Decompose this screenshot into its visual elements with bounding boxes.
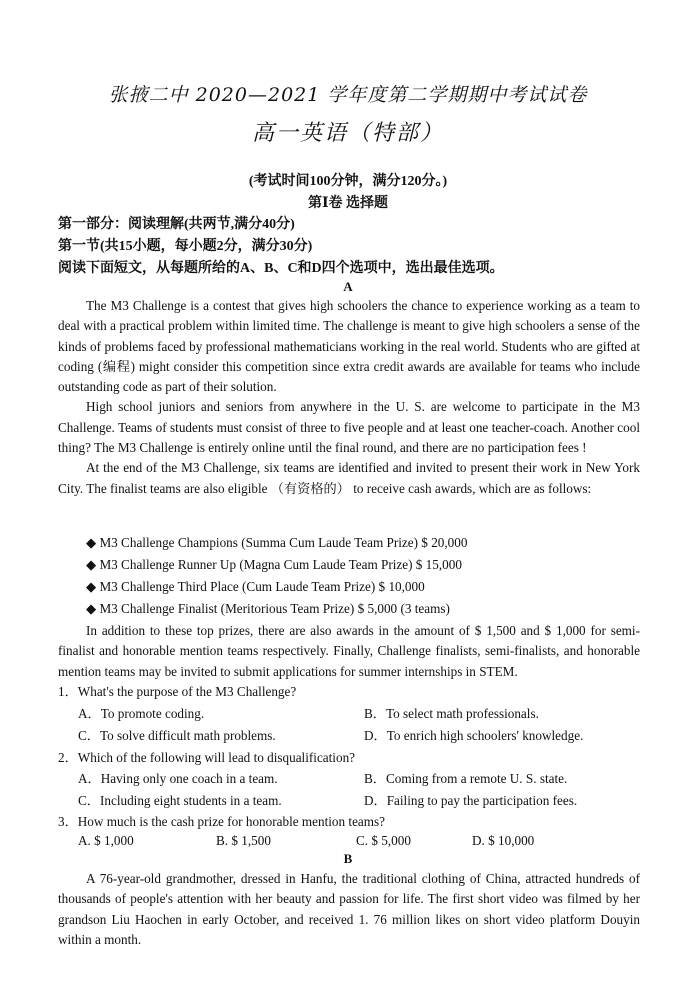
question-1-option-c: C．To solve difficult math problems.: [78, 728, 276, 743]
passage-b-paragraph-1: A 76-year-old grandmother, dressed in Hanfu, the traditional clothing of China, attracted hundreds of thousands of people's attention with her beauty and passion for life. The first short video was filmed by her grandson Liu Haochen in early October, and received 1. 76 million likes on short video platform Douyin within a month.: [58, 871, 640, 947]
passage-a-paragraph-1: The M3 Challenge is a contest that gives high schoolers the chance to experience working as a team to deal with a practical problem within limited time. The challenge is meant to give high schoolers a sense of the kinds of problems faced by professional mathematicians working in the real world. Students who are gifted at coding (编程) might consider this competition since extra credit awards are available for teams who include outstanding code as part of their solution.: [58, 298, 640, 395]
passage-b-label: B: [343, 851, 353, 866]
question-2-option-b: B．Coming from a remote U. S. state.: [364, 771, 568, 786]
question-2-stem: 2．Which of the following will lead to disqualification?: [58, 750, 356, 765]
passage-a-paragraph-2: High school juniors and seniors from anywhere in the U. S. are welcome to participate in the M3 Challenge. Teams of students must consist of three to five people and at least one teacher-coach. Another cool thing? The M3 Challenge is entirely online until the final round, and there are no participation fees !: [58, 399, 640, 456]
passage-a-paragraph-4: In addition to these top prizes, there are also awards in the amount of $ 1,500 and $ 1,000 for semi-finalist and honorable mention teams respectively. Finally, Challenge finalists, semi-finalists, and honorable mention teams may be invited to submit applications for summer internships in STEM.: [58, 623, 640, 679]
question-3-stem: 3．How much is the cash prize for honorable mention teams?: [58, 814, 386, 829]
question-1-option-a: A．To promote coding.: [78, 706, 205, 721]
prize-item: ◆ M3 Challenge Runner Up (Magna Cum Laude Team Prize) $ 15,000: [86, 557, 462, 572]
volume-heading: 第Ⅰ卷 选择题: [307, 196, 389, 211]
question-3-option-b: B. $ 1,500: [216, 833, 271, 848]
prize-item: ◆ M3 Challenge Third Place (Cum Laude Team Prize) $ 10,000: [86, 579, 425, 594]
passage-a-closing: [58, 621, 640, 682]
prize-item: ◆ M3 Challenge Champions (Summa Cum Laude Team Prize) $ 20,000: [86, 535, 468, 550]
question-2-option-d: D．Failing to pay the participation fees.: [364, 793, 578, 808]
question-2-option-a: A．Having only one coach in a team.: [78, 771, 278, 786]
question-1-option-b: B．To select math professionals.: [364, 706, 539, 721]
question-3-option-d: D. $ 10,000: [472, 833, 535, 848]
part-heading: 第一部分：阅读理解(共两节,满分40分): [58, 217, 295, 232]
question-1-stem: 1．What's the purpose of the M3 Challenge?: [58, 684, 297, 699]
exam-info: (考试时间100分钟，满分120分。): [248, 174, 448, 189]
question-3-option-c: C. $ 5,000: [356, 833, 411, 848]
directions: 阅读下面短文，从每题所给的A、B、C和D四个选项中，选出最佳选项。: [58, 261, 504, 276]
passage-b-body: [58, 869, 640, 950]
question-3-option-a: A. $ 1,000: [78, 833, 134, 848]
question-1-option-d: D．To enrich high schoolers' knowledge.: [364, 728, 584, 743]
passage-a-label: A: [343, 279, 353, 294]
passage-a-body: [58, 296, 640, 499]
section-heading: 第一节(共15小题，每小题2分，满分30分): [58, 239, 313, 254]
exam-subtitle: 高一英语（特部）: [251, 121, 444, 146]
passage-a-paragraph-3: At the end of the M3 Challenge, six teams are identified and invited to present their work in New York City. The finalist teams are also eligible （有资格的） to receive cash awards, which are as follows:: [58, 460, 640, 496]
prize-item: ◆ M3 Challenge Finalist (Meritorious Team Prize) $ 5,000 (3 teams): [86, 601, 450, 616]
exam-title: 张掖二中 2020—2021 学年度第二学期期中考试试卷: [108, 84, 588, 106]
question-2-option-c: C．Including eight students in a team.: [78, 793, 282, 808]
